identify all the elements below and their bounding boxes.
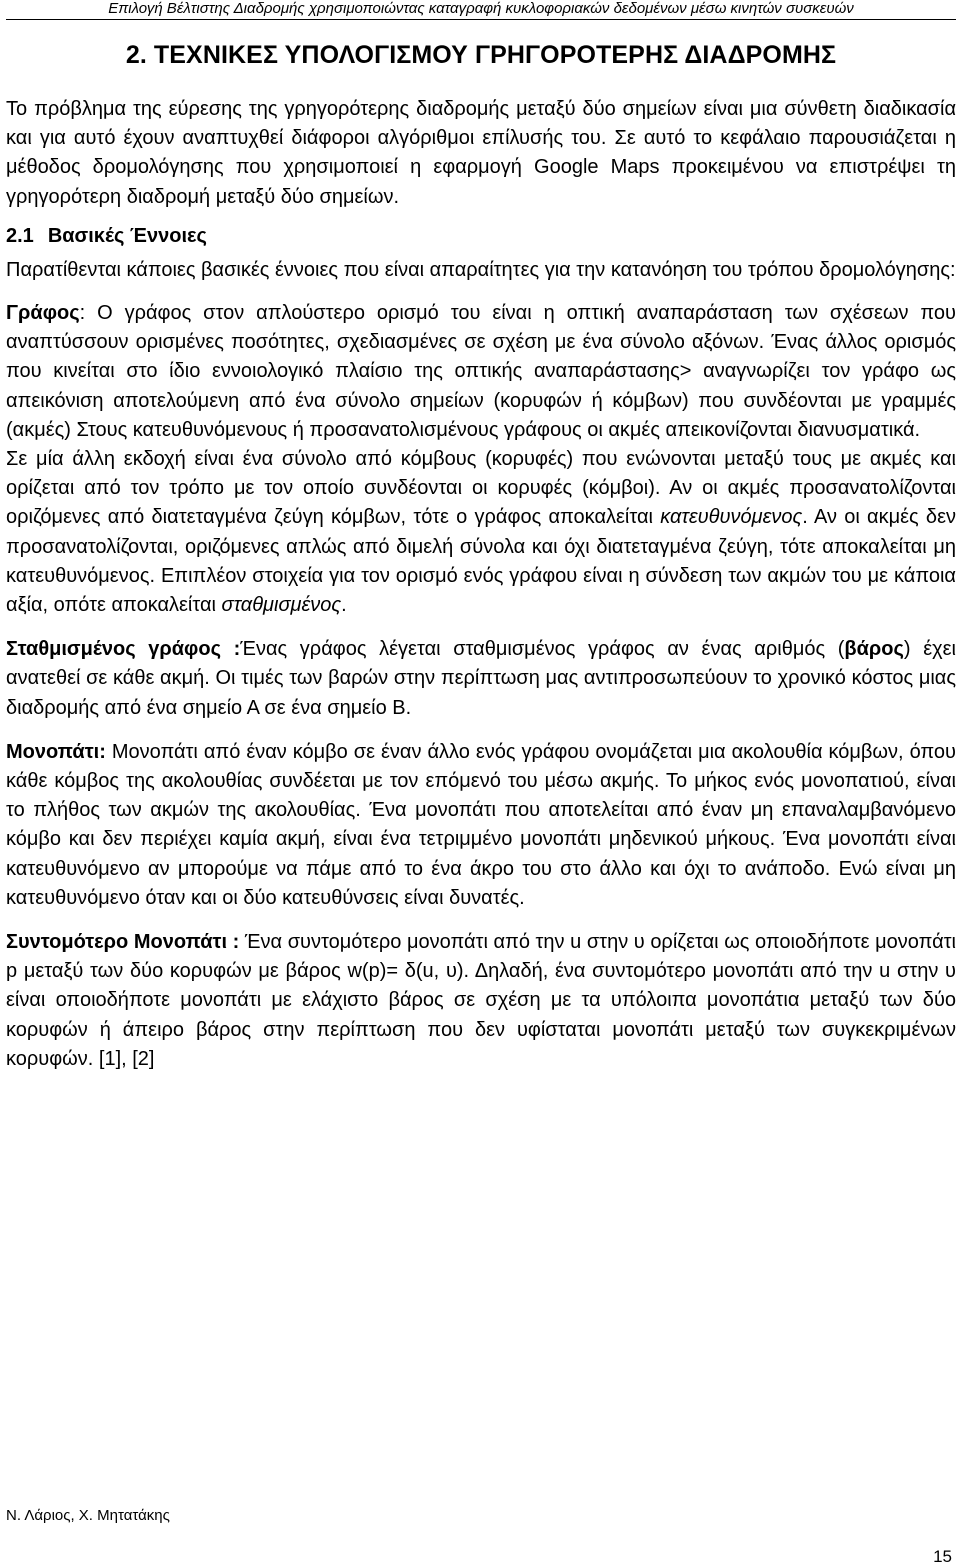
shortest-path-text: Ένα συντομότερο μονοπάτι από την u στην υ ορίζεται ως οποιοδήποτε μονοπάτι p μεταξύ των δύο κορυφών με βάρος w(p)= δ(u, υ). Δηλαδή, ένα συντομότερο μονοπάτι από την u στην υ είναι οποιοδήποτε μονοπάτι με ελάχιστο βάρος σε σχέση με τα υπόλοιπα μονοπάτια μεταξύ των δύο κορυφών ή άπειρο βάρος στην περίπτωση που δεν υφίσταται μονοπάτι μεταξύ των συγκεκριμένων κορυφών. [1], [2] (6, 931, 956, 1070)
lead-paragraph: Παρατίθενται κάποιες βασικές έννοιες που είναι απαραίτητες για την κατανόηση του τρόπου δρομολόγησης: (6, 258, 956, 281)
weighted-text-b: ) έχει ανατεθεί σε κάθε ακμή. Οι τιμές των βαρών στην περίπτωση μας αντιπροσωπεύουν το χρονικό κόστος μιας διαδρομής από ένα σημείο Α σε ένα σημείο Β. (6, 638, 957, 719)
shortest-path-definition (6, 928, 956, 1074)
subsection-heading (6, 216, 956, 256)
weighted-graph-term: Σταθμισμένος γράφος : (6, 638, 241, 661)
running-header: Επιλογή Βέλτιστης Διαδρομής χρησιμοποιώντας καταγραφή κυκλοφοριακών δεδομένων μέσω κινητών συσκευών (6, 0, 956, 20)
footer-authors: Ν. Λάριος, Χ. Μητατάκης (6, 1507, 170, 1524)
page-number: 15 (933, 1547, 952, 1566)
weighted-graph-definition (6, 635, 956, 723)
path-definition (6, 738, 956, 913)
graph-second-paragraph (6, 445, 956, 620)
path-text: Μονοπάτι από έναν κόμβο σε έναν άλλο ενός γράφου ονομάζεται μια ακολουθία κόμβων, όπου κάθε κόμβος της ακολουθίας συνδέεται με τον επόμενό του μέσω ακμής. Το μήκος ενός μονοπατιού, είναι το πλήθος των ακμών της ακολουθίας. Ένα μονοπάτι που αποτελείται από έναν μη επαναλαμβανόμενο κόμβο και δεν περιέχει καμία ακμή, είναι ένα τετριμμένο μονοπάτι μηδενικού μήκους. Ένα μονοπάτι είναι κατευθυνόμενο αν μπορούμε να πάμε από το ένα άκρο του στο άλλο και όχι το ανάποδο. Ενώ είναι μη κατευθυνόμενο όταν και οι δύο κατευθύνσεις είναι δυνατές. (6, 740, 956, 909)
graph-p2-text-b: . Αν οι ακμές δεν προσανατολίζονται, οριζόμενες απλώς από διμελή σύνολα και όχι διατεταγμένα ζεύγη, τότε αποκαλείται μη κατευθυνόμενος. Επιπλέον στοιχεία για τον ορισμό ενός γράφου είναι η σύνδεση των ακμών του με κάποια αξία, οπότε αποκαλείται (6, 506, 956, 617)
graph-definition-text: Ο γράφος στον απλούστερο ορισμό του είναι η οπτική αναπαράσταση των σχέσεων που αναπτύσσουν ορισμένες ποσότητες, σχεδιασμένες σε σχέση με ένα σύνολο αξόνων. Ένας άλλος ορισμός που κινείται στο ίδιο εννοιολογικό πλαίσιο της οπτικής αναπαράστασης> αναγνωρίζει τον γράφο ως απεικόνιση αποτελούμενη από ένα σύνολο σημείων (κορυφών ή κόμβων) που συνδέονται με γραμμές (ακμές) Στους κατευθυνόμενους ή προσανατολισμένους γράφους οι ακμές απεικονίζονται διανυσματικά. (6, 302, 956, 441)
graph-definition (6, 299, 956, 445)
weight-term: βάρος (844, 638, 904, 661)
subsection-title: Βασικές Έννοιες (47, 224, 207, 247)
subsection-number: 2.1 (6, 224, 34, 247)
graph-term: Γράφος (6, 302, 80, 325)
weighted-text-a: Ένας γράφος λέγεται σταθμισμένος γράφος αν ένας αριθμός ( (240, 638, 845, 661)
graph-term-separator: : (79, 302, 98, 325)
section-title: 2. ΤΕΧΝΙΚΕΣ ΥΠΟΛΟΓΙΣΜΟΥ ΓΡΗΓΟΡΟΤΕΡΗΣ ΔΙΑΔΡΟΜΗΣ (125, 41, 837, 69)
graph-p2-text-c: . (341, 594, 347, 617)
page-body (6, 35, 956, 1074)
weighted-term: σταθμισμένος (221, 594, 342, 617)
directed-term: κατευθυνόμενος (660, 506, 803, 529)
path-term: Μονοπάτι: (6, 740, 106, 763)
shortest-path-term: Συντομότερο Μονοπάτι : (6, 931, 240, 954)
intro-paragraph: Το πρόβλημα της εύρεσης της γρηγορότερης διαδρομής μεταξύ δύο σημείων είναι μια σύνθετη διαδικασία και για αυτό έχουν αναπτυχθεί διάφοροι αλγόριθμοι επίλυσής του. Σε αυτό το κεφάλαιο παρουσιάζεται η μέθοδος δρομολόγησης που χρησιμοποιεί η εφαρμογή Google Maps προκειμένου να επιστρέψει τη γρηγορότερη διαδρομή μεταξύ δύο σημείων. (6, 98, 956, 208)
graph-p2-text-a: Σε μία άλλη εκδοχή είναι ένα σύνολο από κόμβους (κορυφές) που ενώνονται μεταξύ τους με ακμές και ορίζεται από τον τρόπο με τον οποίο συνδέονται οι κορυφές (κόμβοι). Αν οι ακμές προσανατολίζονται οριζόμενες από διατεταγμένα ζεύγη κόμβων, τότε ο γράφος αποκαλείται (6, 448, 956, 529)
